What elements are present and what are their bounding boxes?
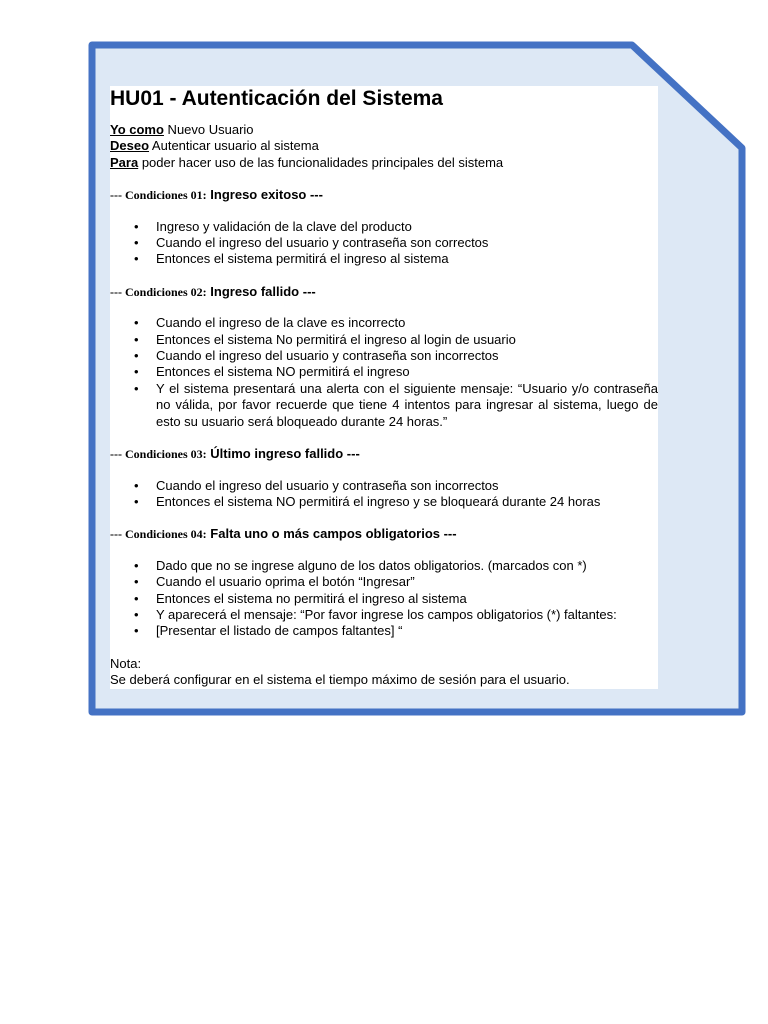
list-item: • Entonces el sistema NO permitirá el ingreso — [156, 364, 658, 380]
condition-section — [110, 526, 658, 639]
condition-header — [110, 284, 658, 300]
story-text: Autenticar usuario al sistema — [149, 138, 319, 154]
condition-header — [110, 446, 658, 462]
list-item: • Cuando el ingreso del usuario y contraseña son correctos — [156, 235, 658, 251]
condition-header — [110, 187, 658, 203]
list-item: • Cuando el ingreso del usuario y contraseña son incorrectos — [156, 348, 658, 364]
condition-prefix: --- Condiciones 03: — [110, 447, 207, 462]
story-block — [110, 122, 658, 171]
story-text: Nuevo Usuario — [163, 122, 254, 137]
note-block — [110, 656, 658, 689]
list-item: • Ingreso y validación de la clave del producto — [156, 219, 658, 235]
list-item: • Entonces el sistema No permitirá el ingreso al login de usuario — [156, 332, 658, 348]
list-item: • Entonces el sistema permitirá el ingreso al sistema — [156, 251, 658, 267]
list-item: • [Presentar el listado de campos faltantes] “ — [156, 623, 658, 639]
story-line-want — [110, 138, 658, 154]
list-item: • Cuando el ingreso de la clave es incorrecto — [156, 315, 658, 331]
condition-list — [110, 478, 658, 511]
condition-list — [110, 219, 658, 268]
story-line-role — [110, 122, 658, 138]
note-label: Nota: — [110, 655, 142, 671]
condition-name: Último ingreso fallido --- — [206, 446, 360, 462]
story-line-benefit — [110, 155, 658, 171]
list-item: • Cuando el usuario oprima el botón “Ingresar” — [156, 574, 658, 590]
condition-prefix: --- Condiciones 04: — [110, 527, 207, 542]
story-keyword: Deseo — [110, 138, 150, 154]
condition-header — [110, 526, 658, 542]
condition-list — [110, 315, 658, 430]
document-title: HU01 - Autenticación del Sistema — [110, 87, 443, 110]
list-item: • Y el sistema presentará una alerta con el siguiente mensaje: “Usuario y/o contraseña no válida, por favor recuerde que tiene 4 intentos para ingresar al sistema, luego de esto su usuario será bloqueado durante 24 horas.” — [156, 381, 658, 430]
list-item: • Dado que no se ingrese alguno de los datos obligatorios. (marcados con *) — [156, 558, 658, 574]
condition-name: Falta uno o más campos obligatorios --- — [206, 526, 457, 542]
condition-section — [110, 284, 658, 430]
condition-name: Ingreso fallido --- — [206, 283, 316, 299]
condition-section — [110, 187, 658, 268]
note-text: Se deberá configurar en el sistema el tiempo máximo de sesión para el usuario. — [110, 672, 570, 688]
condition-prefix: --- Condiciones 01: — [110, 188, 207, 203]
list-item: • Y aparecerá el mensaje: “Por favor ingrese los campos obligatorios (*) faltantes: — [156, 607, 658, 623]
condition-name: Ingreso exitoso --- — [206, 187, 323, 203]
story-keyword: Yo como — [110, 122, 164, 137]
condition-prefix: --- Condiciones 02: — [110, 284, 207, 299]
user-story-document — [110, 86, 658, 689]
condition-section — [110, 446, 658, 510]
list-item: • Entonces el sistema no permitirá el ingreso al sistema — [156, 591, 658, 607]
story-text: poder hacer uso de las funcionalidades principales del sistema — [138, 154, 504, 170]
condition-list — [110, 558, 658, 640]
list-item: • Entonces el sistema NO permitirá el ingreso y se bloqueará durante 24 horas — [156, 494, 658, 510]
story-keyword: Para — [110, 154, 139, 170]
list-item: • Cuando el ingreso del usuario y contraseña son incorrectos — [156, 478, 658, 494]
